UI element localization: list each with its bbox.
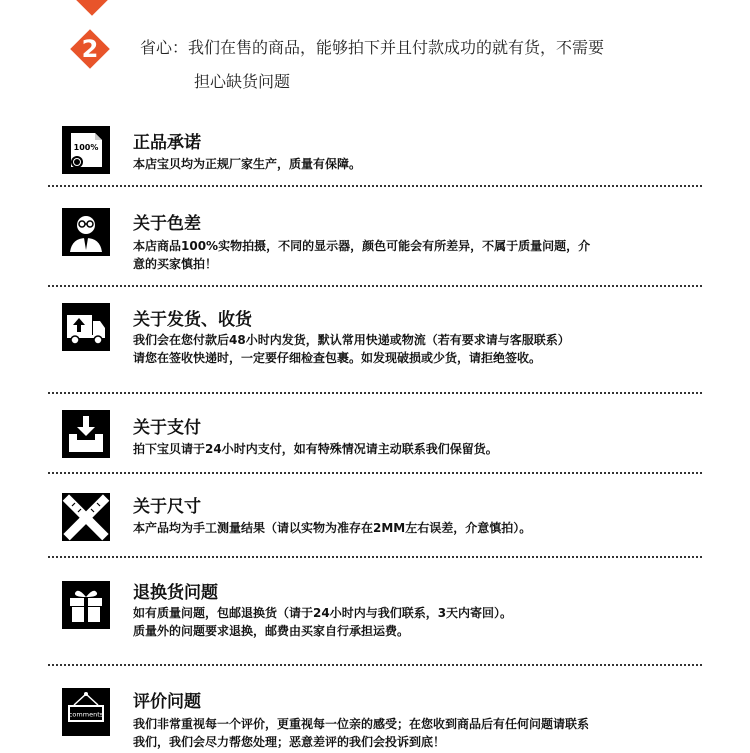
item-title-shipping: 关于发货、收货 [133, 310, 252, 330]
dotted-divider [48, 664, 702, 666]
ruler-cross-icon [62, 493, 110, 541]
point2-line1: 省心：我们在售的商品，能够拍下并且付款成功的就有货，不需要 [140, 38, 605, 57]
dotted-divider [48, 556, 702, 558]
item-title-returns: 退换货问题 [133, 583, 218, 603]
certificate-100-icon [62, 126, 110, 174]
gift-box-icon [62, 581, 110, 629]
dotted-divider [48, 472, 702, 474]
item-desc-color: 本店商品100%实物拍摄，不同的显示器，颜色可能会有所差异，不属于质量问题，介 意的买家慎拍！ [133, 239, 591, 271]
item-title-authentic: 正品承诺 [133, 133, 201, 153]
item-title-reviews: 评价问题 [133, 692, 201, 712]
comments-sign-text: comments [68, 710, 104, 719]
item-desc-reviews: 我们非常重视每一个评价，更重视每一位亲的感受；在您收到商品后有任何问题请联系 我们，我们会尽力帮您处理；恶意差评的我们会投诉到底！ [133, 717, 590, 749]
person-glasses-icon [62, 208, 110, 256]
delivery-truck-icon [62, 303, 110, 351]
item-desc-size: 本产品均为手工测量结果（请以实物为准存在2MM左右误差，介意慎拍）。 [133, 521, 532, 535]
dotted-divider [48, 392, 702, 394]
comments-sign-icon [62, 688, 110, 736]
item-desc-returns: 如有质量问题，包邮退换货（请于24小时内与我们联系，3天内寄回）。 质量外的问题要求退换，邮费由买家自行承担运费。 [133, 606, 513, 638]
item-desc-shipping: 我们会在您付款后48小时内发货，默认常用快递或物流（若有要求请与客服联系） 请您在签收快递时，一定要仔细检查包裹。如发现破损或少货，请拒绝签收。 [133, 333, 570, 365]
item-title-payment: 关于支付 [133, 418, 201, 438]
item-title-size: 关于尺寸 [133, 497, 201, 517]
badge-100-text: 100% [73, 143, 99, 152]
item-title-color: 关于色差 [133, 214, 201, 234]
item-desc-authentic: 本店宝贝均为正规厂家生产，质量有保障。 [133, 157, 362, 171]
dotted-divider [48, 285, 702, 287]
bullet-diamond-partial [72, 0, 112, 16]
point2-line2: 担心缺货问题 [194, 72, 291, 91]
item-desc-payment: 拍下宝贝请于24小时内支付，如有特殊情况请主动联系我们保留货。 [133, 442, 498, 456]
bullet-number: 2 [81, 35, 99, 63]
dotted-divider [48, 185, 702, 187]
inbox-download-icon [62, 410, 110, 458]
